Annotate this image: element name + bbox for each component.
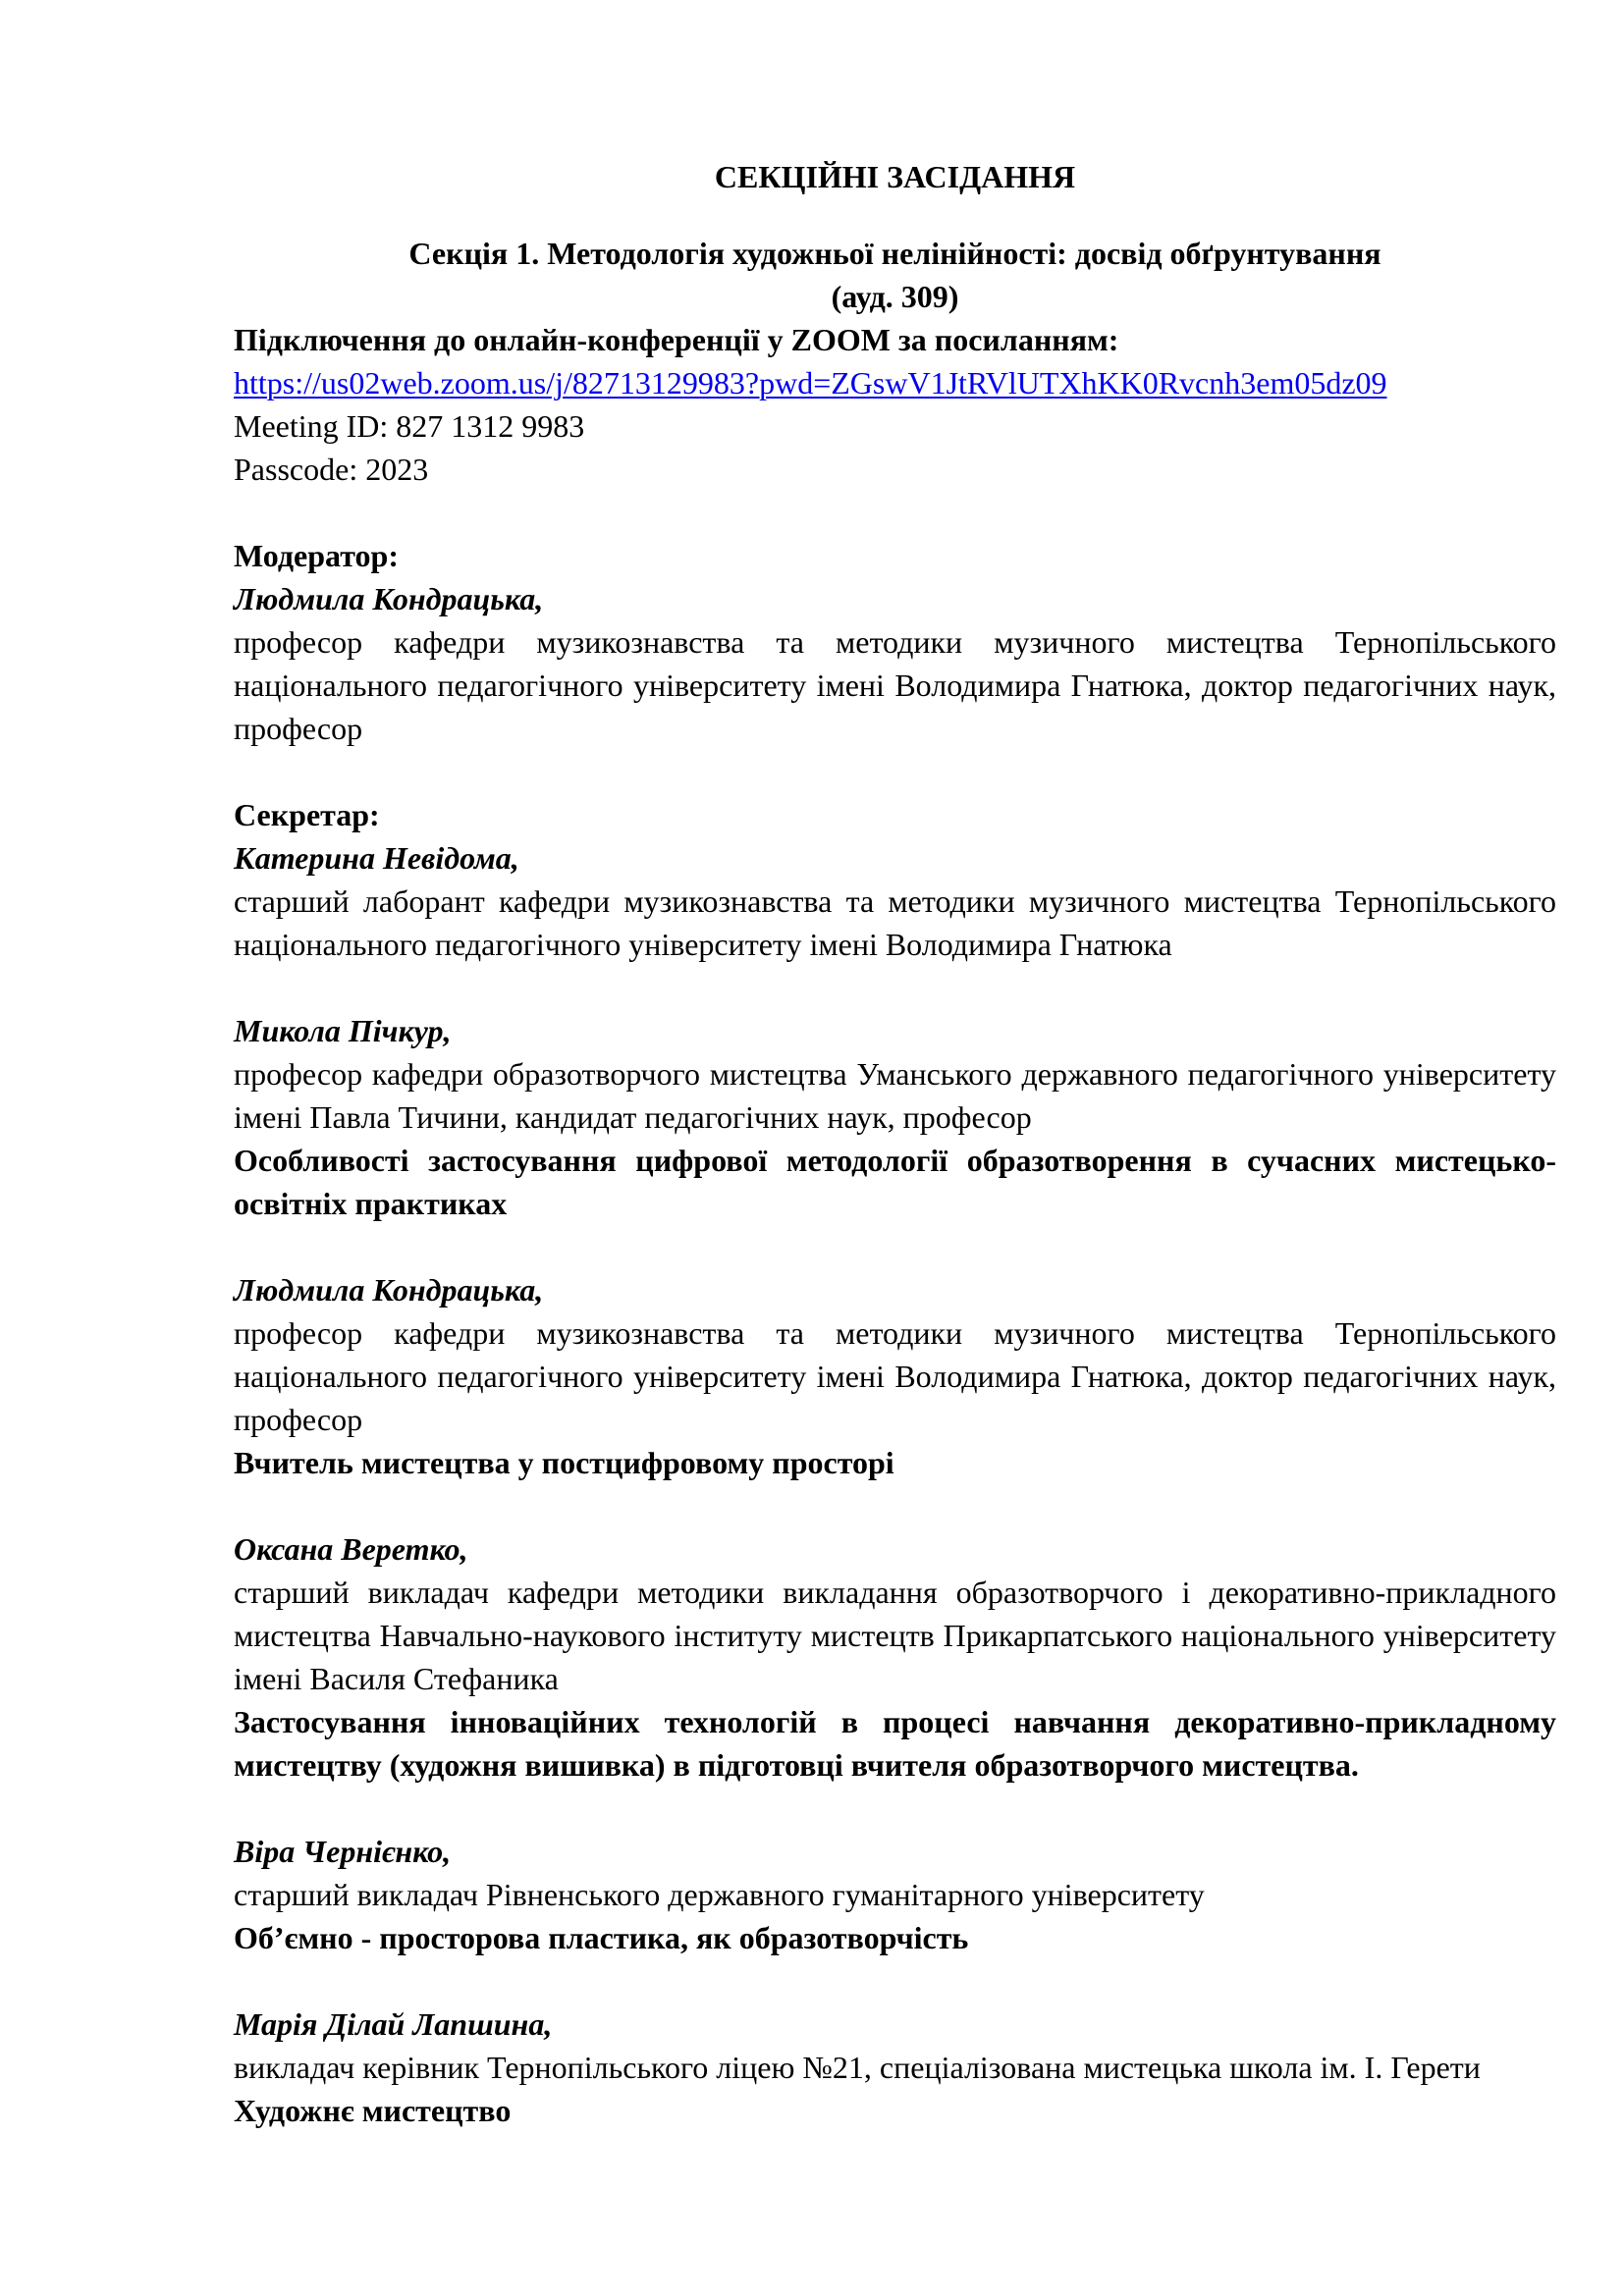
speaker-entry <box>234 2002 1556 2132</box>
speaker-affiliation: старший викладач Рівненського державного гуманітарного університету <box>234 1877 1205 1912</box>
zoom-link[interactable]: https://us02web.zoom.us/j/82713129983?pwd=ZGswV1JtRVlUTXhKK0Rvcnh3em05dz09 <box>234 365 1387 400</box>
speaker-name: Оксана Веретко, <box>234 1531 468 1567</box>
zoom-label: Підключення до онлайн-конференції у ZOOM за посиланням: <box>234 322 1119 357</box>
section-title: Секція 1. Методологія художньої нелінійності: досвід обґрунтування <box>408 236 1381 271</box>
secretary-name: Катерина Невідома, <box>234 840 519 876</box>
speaker-affiliation: старший викладач кафедри методики викладання образотворчого і декоративно-прикладного мистецтва Навчально-наукового інституту мистецтв Прикарпатського національного університету імені Василя Стефаника <box>234 1575 1556 1696</box>
speaker-topic: Об’ємно - просторова пластика, як образотворчість <box>234 1920 969 1955</box>
document-page <box>234 147 1556 2132</box>
speaker-topic: Застосування інноваційних технологій в процесі навчання декоративно-прикладному мистецтву (художня вишивка) в підготовці вчителя образотворчого мистецтва. <box>234 1704 1556 1783</box>
moderator-affiliation: професор кафедри музикознавства та методики музичного мистецтва Тернопільського національного педагогічного університету імені Володимира Гнатюка, доктор педагогічних наук, професор <box>234 624 1556 746</box>
speaker-affiliation: професор кафедри музикознавства та методики музичного мистецтва Тернопільського національного педагогічного університету імені Володимира Гнатюка, доктор педагогічних наук, професор <box>234 1315 1556 1437</box>
meeting-id: Meeting ID: 827 1312 9983 <box>234 408 585 444</box>
secretary-role: Секретар: <box>234 797 380 832</box>
moderator-name: Людмила Кондрацька, <box>234 581 544 616</box>
speaker-entry <box>234 1527 1556 1787</box>
secretary-block <box>234 793 1556 966</box>
room-number: (ауд. 309) <box>831 279 959 314</box>
moderator-block <box>234 534 1556 750</box>
speaker-name: Віра Чернієнко, <box>234 1834 452 1869</box>
speaker-name: Марія Ділай Лапшина, <box>234 2006 553 2042</box>
speaker-name: Микола Пічкур, <box>234 1013 452 1048</box>
speaker-topic: Вчитель мистецтва у постцифровому просторі <box>234 1445 894 1480</box>
secretary-affiliation: старший лаборант кафедри музикознавства та методики музичного мистецтва Тернопільського національного педагогічного університету імені Володимира Гнатюка <box>234 883 1556 962</box>
moderator-role: Модератор: <box>234 538 399 573</box>
speaker-name: Людмила Кондрацька, <box>234 1272 544 1308</box>
speaker-affiliation: професор кафедри образотворчого мистецтва Уманського державного педагогічного університету імені Павла Тичини, кандидат педагогічних наук, професор <box>234 1056 1556 1135</box>
page-title: СЕКЦІЙНІ ЗАСІДАННЯ <box>714 159 1076 194</box>
speaker-affiliation: викладач керівник Тернопільського ліцею №21, спеціалізована мистецька школа ім. І. Герети <box>234 2050 1481 2085</box>
speaker-topic: Особливості застосування цифрової методології образотворення в сучасних мистецько-освітніх практиках <box>234 1143 1556 1221</box>
speaker-topic: Художнє мистецтво <box>234 2093 512 2128</box>
passcode: Passcode: 2023 <box>234 452 429 487</box>
speaker-entry <box>234 1268 1556 1484</box>
speaker-entry <box>234 1009 1556 1225</box>
speaker-entry <box>234 1830 1556 1959</box>
